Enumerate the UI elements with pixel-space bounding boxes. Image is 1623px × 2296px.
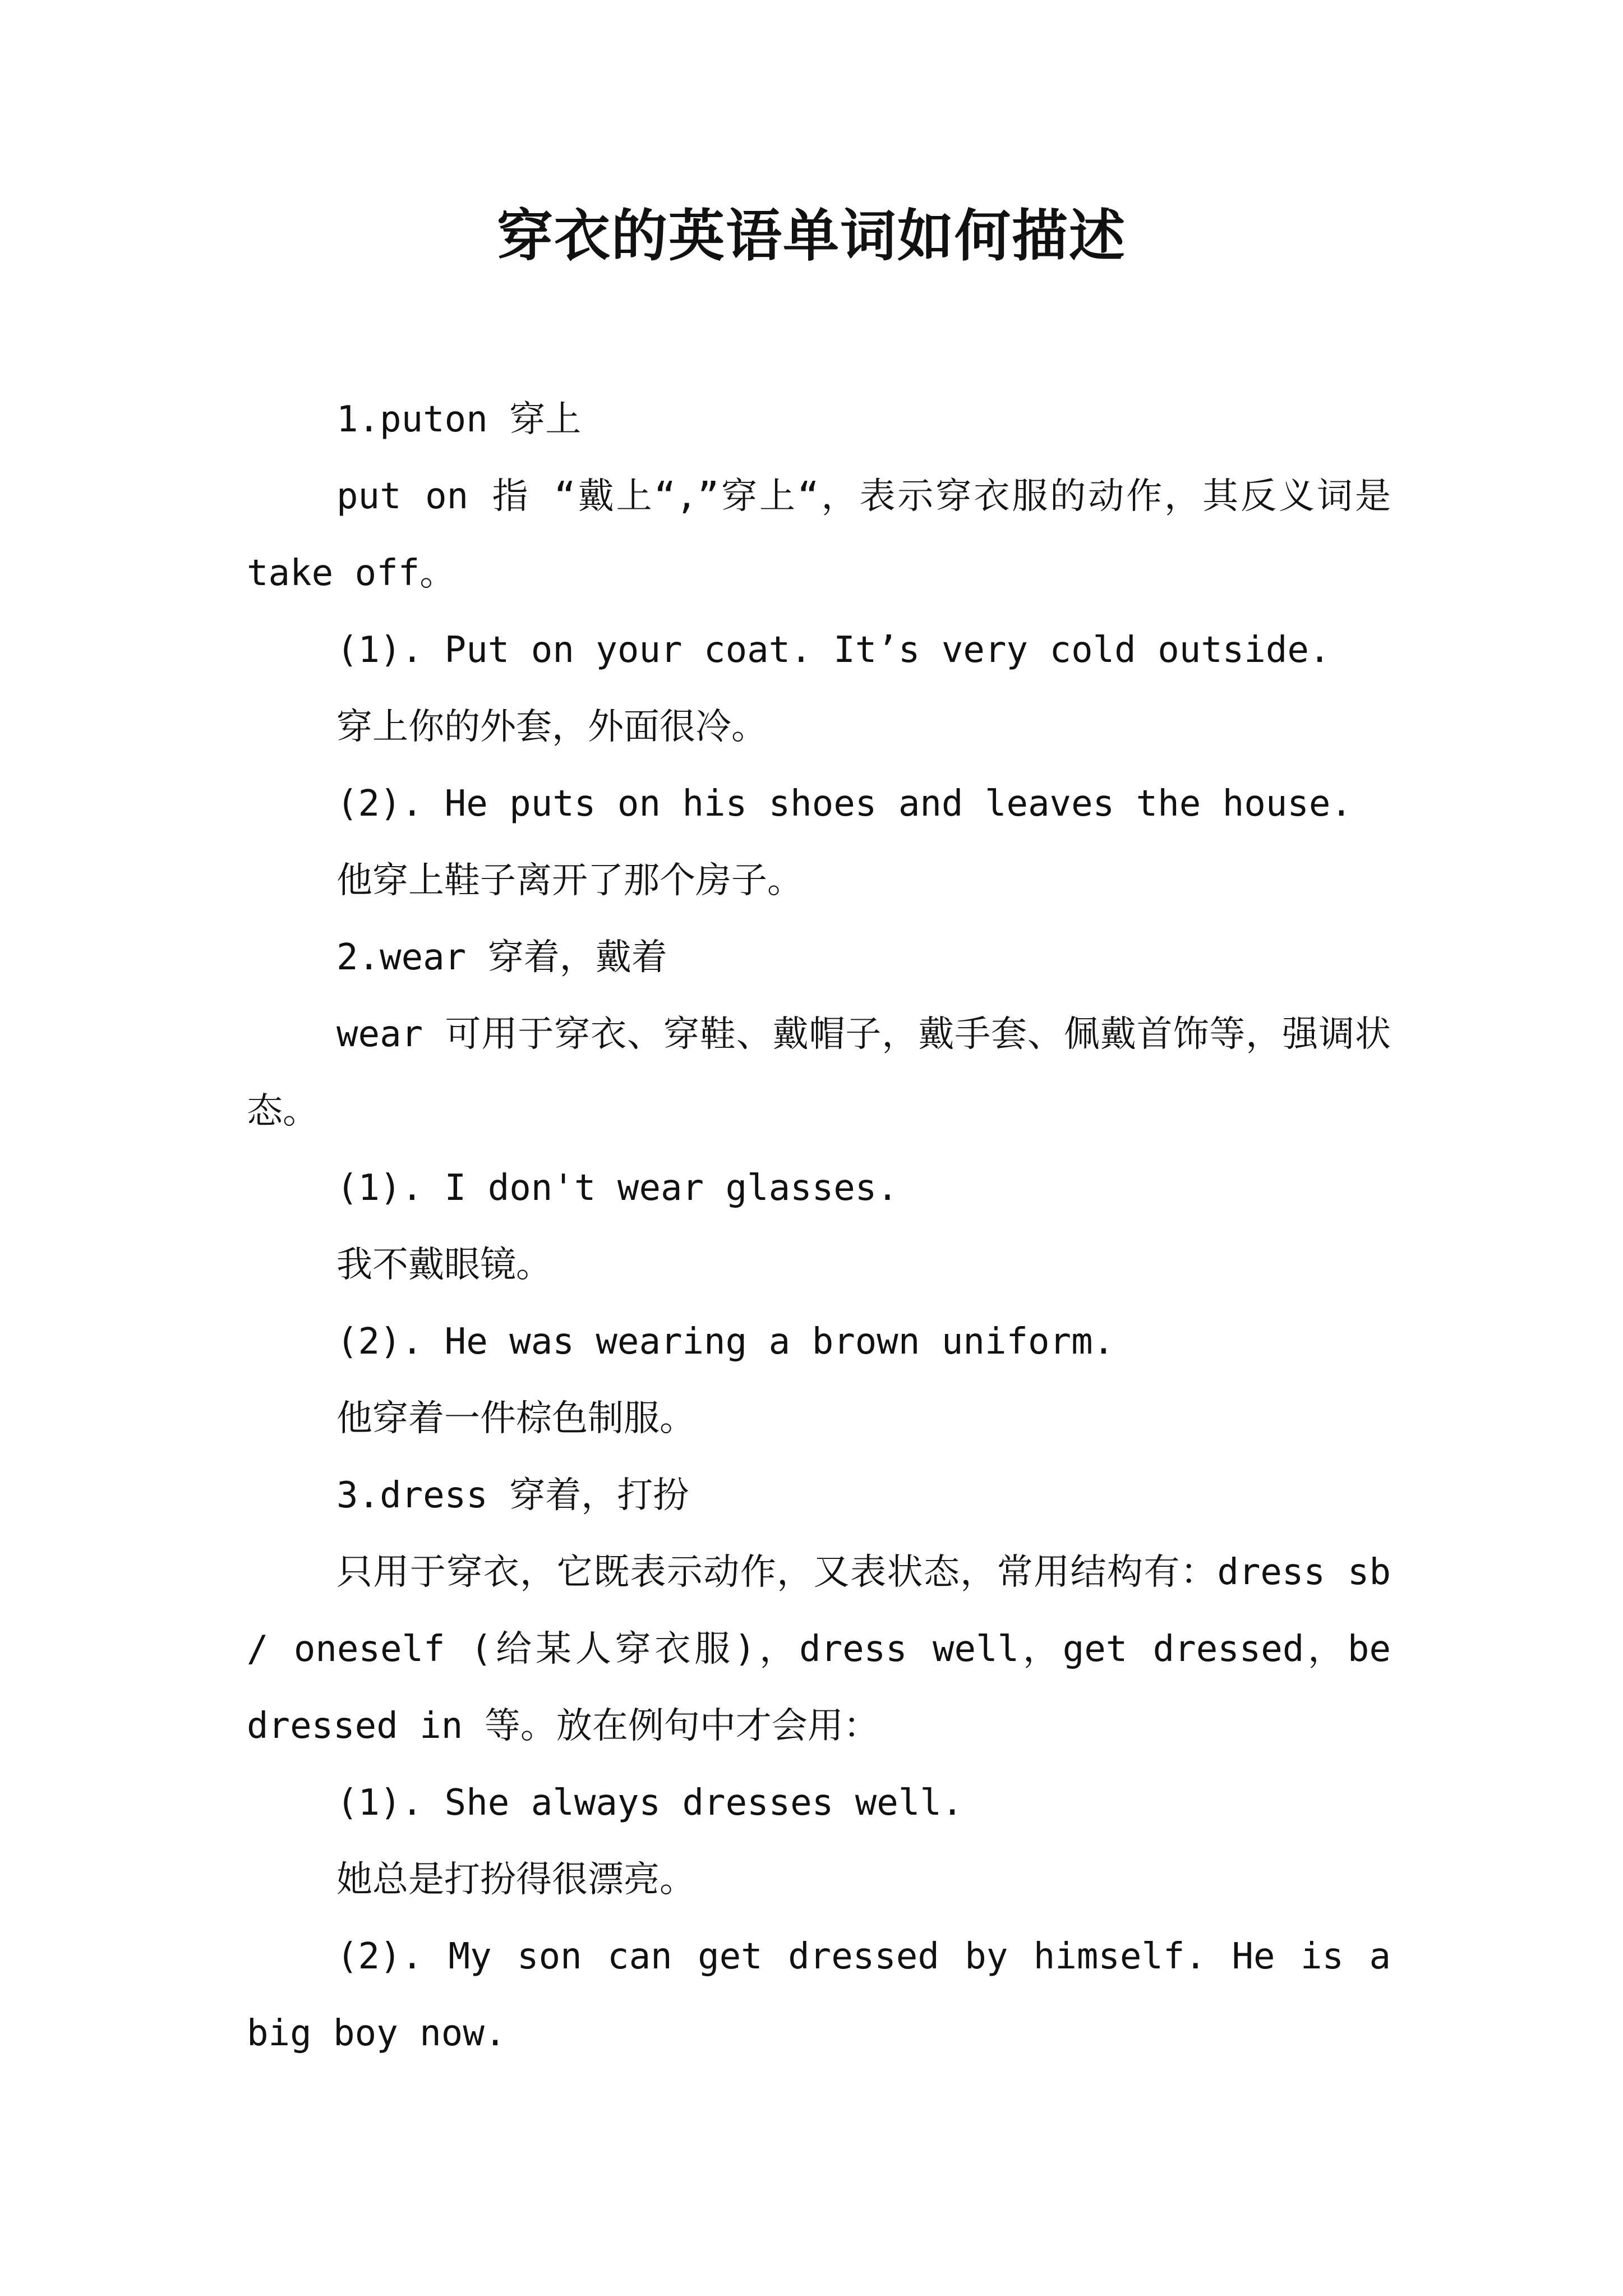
example-translation: 她总是打扮得很漂亮。: [336, 1859, 695, 1901]
example-sentence: (2). My son can get dressed by himself. He is a big boy now.: [247, 1936, 1391, 2054]
example-translation: 他穿着一件棕色制服。: [336, 1398, 695, 1439]
document-title: 穿衣的英语单词如何描述: [497, 203, 1126, 269]
paragraph: put on 指 “戴上“,”穿上“，表示穿衣服的动作，其反义词是 take off。: [247, 476, 1391, 594]
example-translation: 穿上你的外套，外面很冷。: [336, 706, 767, 748]
example-translation: 我不戴眼镜。: [336, 1244, 552, 1286]
example-sentence: (1). She always dresses well.: [336, 1782, 963, 1824]
heading-put-on: 1.puton 穿上: [336, 399, 582, 440]
example-sentence: (1). I don't wear glasses.: [336, 1167, 898, 1209]
paragraph: 只用于穿衣，它既表示动作，又表状态，常用结构有：dress sb / oneself (给某人穿衣服)，dress well，get dressed，be dressed in 等。放在例句中才会用：: [247, 1552, 1391, 1747]
example-sentence: (2). He was wearing a brown uniform.: [336, 1321, 1115, 1363]
paragraph: wear 可用于穿衣、穿鞋、戴帽子，戴手套、佩戴首饰等，强调状态。: [247, 1014, 1391, 1132]
example-sentence: (1). Put on your coat. It’s very cold outside.: [336, 629, 1331, 671]
heading-wear: 2.wear 穿着，戴着: [336, 937, 667, 978]
document-body: [247, 381, 1391, 2072]
heading-dress: 3.dress 穿着，打扮: [336, 1475, 689, 1516]
example-sentence: (2). He puts on his shoes and leaves the house.: [336, 783, 1352, 825]
example-translation: 他穿上鞋子离开了那个房子。: [336, 860, 803, 901]
